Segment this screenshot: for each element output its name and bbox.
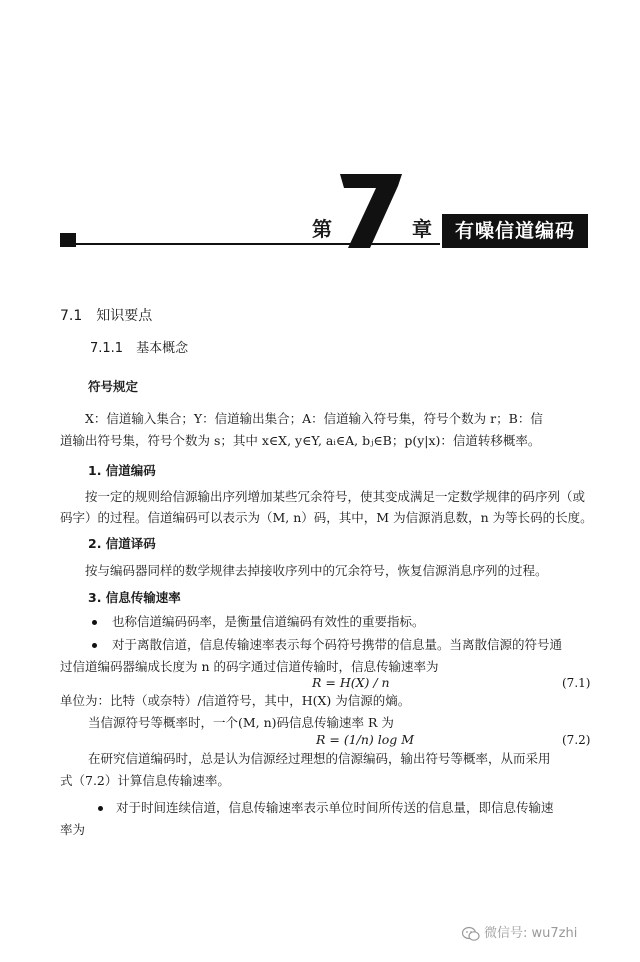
bullet-3 — [98, 806, 103, 811]
bullet-1 — [92, 620, 97, 625]
study-line-2: 式（7.2）计算信息传输速率。 — [60, 773, 230, 788]
item3-bullet-3-line-1: 对于时间连续信道，信息传输速率表示单位时间所传送的信息量，即信息传输速 — [116, 800, 554, 815]
subsection-title: 7.1.1 基本概念 — [90, 341, 189, 356]
study-line-1: 在研究信道编码时，总是认为信源经过理想的信源编码，输出符号等概率，从而采用 — [88, 751, 551, 766]
bullet-2 — [92, 643, 97, 648]
equation-number-7-2: (7.2) — [562, 733, 591, 747]
header-rule-block — [60, 233, 76, 247]
item3-bullet-2-line-1: 对于离散信道，信息传输速率表示每个码符号携带的信息量。当离散信源的符号通 — [112, 637, 563, 652]
chapter-number-graphic — [226, 70, 404, 250]
item1-line-1: 按一定的规则给信源输出序列增加某些冗余符号，使其变成满足一定数学规律的码序列（或 — [85, 489, 586, 504]
formula-7-1: R = H(X) / n — [312, 675, 390, 690]
symbols-heading: 符号规定 — [88, 379, 139, 394]
formula-7-2: R = (1/n) log M — [316, 732, 415, 747]
item2-heading: 2. 信道译码 — [88, 536, 156, 551]
equation-number-7-1: (7.1) — [562, 676, 591, 690]
item3-bullet-1: 也称信道编码码率，是衡量信道编码有效性的重要指标。 — [112, 614, 425, 629]
wechat-icon — [462, 926, 480, 942]
symbols-line-1: X：信道输入集合；Y：信道输出集合；A：信道输入符号集，符号个数为 r；B：信 — [85, 411, 543, 426]
item1-line-2: 码字）的过程。信道编码可以表示为（M, n）码，其中，M 为信源消息数，n 为等长码的长度。 — [60, 510, 593, 525]
chapter-title: 有噪信道编码 — [442, 214, 588, 248]
chapter-number: 7 — [226, 70, 227, 71]
chapter-prefix: 第 — [312, 217, 332, 241]
item3-heading: 3. 信息传输速率 — [88, 590, 181, 605]
item3-bullet-3-line-2: 率为 — [60, 822, 86, 837]
equiprobable-line: 当信源符号等概率时，一个(M, n)码信息传输速率 R 为 — [88, 715, 394, 730]
chapter-suffix: 章 — [412, 217, 432, 241]
unit-line: 单位为：比特（或奈特）/信道符号，其中，H(X) 为信源的熵。 — [60, 693, 411, 708]
item1-heading: 1. 信道编码 — [88, 463, 156, 478]
item3-bullet-2-line-2: 过信道编码器编成长度为 n 的码字通过信道传输时，信息传输速率为 — [60, 659, 439, 674]
item2-line-1: 按与编码器同样的数学规律去掉接收序列中的冗余符号，恢复信源消息序列的过程。 — [85, 563, 548, 578]
section-title: 7.1 知识要点 — [60, 308, 153, 324]
watermark-text: 微信号: wu7zhi — [484, 926, 578, 941]
symbols-line-2: 道输出符号集，符号个数为 s；其中 x∈X, y∈Y, aᵢ∈A, bⱼ∈B；p(y|x)：信道转移概率。 — [60, 433, 541, 448]
